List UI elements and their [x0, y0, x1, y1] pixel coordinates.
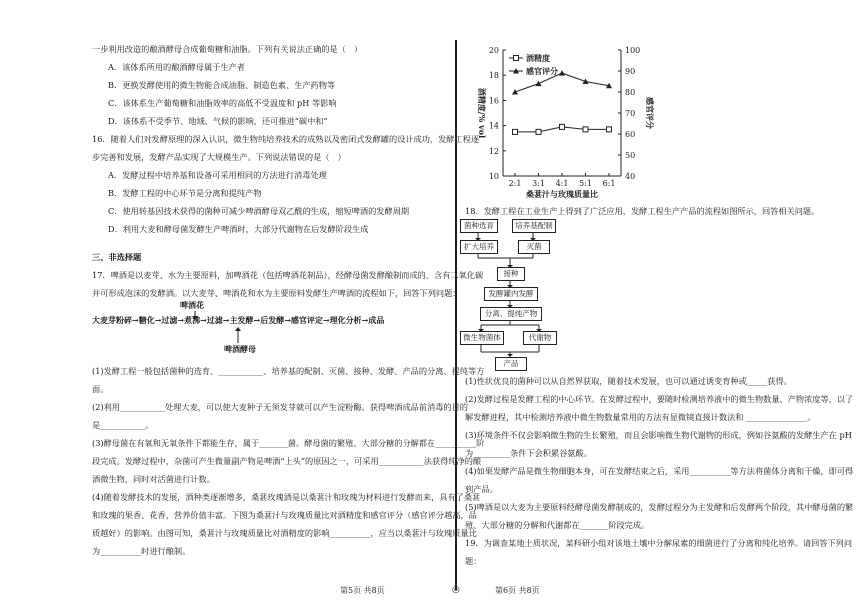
x-tick-label: 5:1 [579, 179, 592, 188]
center-mark: ◎ [452, 585, 460, 595]
right-tick-label: 90 [625, 67, 636, 76]
q16-option-b: B．发酵工程的中心环节是分离和提纯产物 [108, 188, 262, 198]
q17-body-7: 酒微生物，同时对活菌进行计数。 [92, 474, 215, 484]
q18-body-4: (3)环境条件不仅会影响微生物的生长繁殖，而且会影响微生物代谢物的形成，例如谷氨酸的发酵生产在 pH [465, 430, 852, 440]
flow-box-separation: 分离、提纯产物 [480, 307, 542, 321]
q19-line2: 题： [465, 556, 482, 566]
q18-body-3: 解发酵进程，其中检测培养液中微生物数量常用的方法有显微镜直接计数法和 _______________。 [465, 412, 816, 422]
q16-option-c: C．使用转基因技术获得的菌种可减少啤酒酵母双乙酰的生成，缩短啤酒的发酵周期 [108, 206, 410, 216]
q17-body-6: 段完成。发酵过程中，杂菌可产生微量副产物是啤酒“上头”的原因之一，可采用___________法获得纯净的酿 [92, 456, 482, 466]
q17-line2: 并可形成泡沫的发酵酒。以大麦芽、啤酒花和水为主要原料发酵生产啤酒的流程如下，回答下列问题： [92, 288, 461, 298]
q16-line2: 步完善和发展，发酵产品实现了大规模生产。下列说法错误的是（ ） [92, 152, 346, 162]
q18-body-8: (5)啤酒是以大麦为主要原料经酵母菌发酵制成的，发酵过程分为主发酵和后发酵两个阶段，其中酵母菌的繁 [465, 502, 854, 512]
q15-option-b: B．更换发酵使用的微生物能合成油脂、制造色素、生产药物等 [108, 80, 336, 90]
left-tick-label: 16 [488, 96, 499, 106]
q18-intro: 18．发酵工程在工业生产上得到了广泛应用，发酵工程生产产品的流程如图所示，回答相关问题。 [465, 206, 820, 216]
x-tick-label: 3:1 [532, 179, 545, 188]
flow-box-medium-prep: 培养基配制 [512, 219, 556, 233]
right-tick-label: 70 [625, 109, 636, 118]
right-axis-label: 感官评分 [645, 97, 655, 129]
flow-box-sterilize: 灭菌 [518, 240, 550, 254]
x-tick-label: 2:1 [508, 179, 522, 188]
q18-body-1: (1)性状优良的菌种可以从自然界获取，随着技术发展，也可以通过诱变育种或_____获得。 [465, 376, 792, 386]
q17-body-1: (1)发酵工程一般包括菌种的选育、___________、培养基的配制、灭菌、接种、发酵、产品的分离、提纯等方 [92, 366, 485, 376]
q16-option-a: A．发酵过程中培养基和设备可采用相同的方法进行消毒处理 [108, 170, 327, 180]
flow-box-expand-culture: 扩大培养 [460, 240, 498, 254]
left-tick-label: 14 [488, 121, 499, 131]
q19-line1: 19．为调查某地土质状况，某科研小组对该地土壤中分解尿素的细菌进行了分离和纯化培养。请回答下列问 [465, 538, 853, 548]
q15-intro: 一步利用改造的酿酒酵母合成葡萄糖和油脂。下列有关说法正确的是（ ） [92, 44, 363, 54]
legend-label-1: 酒精度 [526, 53, 550, 63]
x-tick-label: 4:1 [555, 179, 569, 188]
q17-body-9: 和玫瑰的果香、花香，营养价值丰富。下图为桑葚汁与玫瑰质量比对酒精度和感官评分（感官评分越高，品 [92, 510, 477, 520]
right-tick-label: 100 [625, 46, 641, 55]
legend-label-2: 感官评分 [526, 66, 558, 76]
q17-body-2: 面。 [92, 384, 109, 394]
x-axis-label: 桑葚汁与玫瑰质量比 [526, 189, 598, 198]
flow-box-fermentation: 发酵罐内发酵 [484, 287, 538, 301]
right-page [455, 0, 860, 608]
flow-box-microbial-cells: 微生物菌体 [460, 331, 504, 345]
flow-box-metabolites: 代谢物 [523, 331, 557, 345]
flow-box-strain-selection: 菌种选育 [460, 219, 498, 233]
flow-hops-label: 啤酒花 [180, 300, 204, 310]
left-tick-label: 20 [488, 46, 499, 55]
left-tick-label: 10 [488, 172, 499, 181]
left-tick-label: 18 [488, 71, 499, 81]
q18-body-6: (4)如果发酵产品是微生物细胞本身，可在发酵结束之后，采用__________等方法将菌体分离和干燥，即可得 [465, 466, 854, 476]
q18-body-5: 为_________条件下会积累谷氨酸。 [465, 448, 592, 458]
q18-body-7: 到产品。 [465, 484, 498, 494]
q17-body-11: 为__________时进行酿制。 [92, 546, 191, 556]
q16-option-d: D．利用大麦和酵母菌发酵生产啤酒时，大部分代谢物在后发酵阶段生成 [108, 224, 369, 234]
section-heading: 三、非选择题 [92, 252, 142, 262]
left-axis-label: 酒精度/% vol [477, 87, 487, 139]
q18-body-9: 殖、大部分糖的分解和代谢都在_______阶段完成。 [465, 520, 650, 530]
footer-page-6: 第6页 共8页 [495, 586, 540, 595]
right-tick-label: 80 [625, 88, 636, 97]
x-tick-label: 6:1 [602, 179, 616, 188]
right-tick-label: 50 [625, 151, 636, 160]
q15-option-d: D．该体系不受季节、地域、气候的影响，还可推进“碳中和” [108, 116, 328, 126]
q17-body-10: 质越好）的影响。由图可知，桑葚汁与玫瑰质量比对酒精度的影响__________，应当以桑葚汁与玫瑰质量比 [92, 528, 477, 538]
q15-option-a: A．该体系所用的酿酒酵母属于生产者 [108, 62, 245, 72]
footer-page-5: 第5页 共8页 [340, 586, 385, 595]
q17-body-3: (2)利用___________处理大麦，可以使大麦种子无须发芽就可以产生淀粉酶。获得啤酒成品前消毒的目的 [92, 402, 468, 412]
beer-process-flow: 大麦芽粉碎→糖化→过滤→煮沸→过滤→主发酵→后发酵→感官评定→理化分析→成品 [92, 315, 385, 325]
flow-box-product: 产品 [495, 357, 527, 371]
q17-body-8: (4)随着发酵技术的发展，酒种类逐渐增多，桑葚玫瑰酒是以桑葚汁和玫瑰为材料进行发酵而来，具有了桑葚 [92, 492, 481, 502]
flow-box-inoculate: 接种 [497, 267, 525, 281]
left-tick-label: 12 [488, 146, 499, 156]
q16-line1: 16．随着人们对发酵原理的深入认识，微生物纯培养技术的成熟以及密闭式发酵罐的设计成功，发酵工程逐 [92, 134, 480, 144]
q17-body-5: (3)酵母菌在有氧和无氧条件下都能生存，属于_______菌。酵母菌的繁殖、大部分糖的分解都在__________阶 [92, 438, 485, 448]
right-tick-label: 60 [625, 130, 636, 139]
q18-body-2: (2)发酵过程是发酵工程的中心环节。在发酵过程中，要随时检测培养液中的微生物数量、产物浓度等，以了 [465, 394, 854, 404]
flow-yeast-label: 啤酒酵母 [224, 344, 256, 354]
process-flowchart-arrows [455, 0, 860, 608]
q17-line1: 17．啤酒是以麦芽、水为主要原料，加啤酒花（包括啤酒花制品），经酵母菌发酵酿制而成的、含有二氧化碳 [92, 270, 484, 280]
q15-option-c: C．该体系生产葡萄糖和油脂效率的高低不受温度和 pH 等影响 [108, 98, 337, 108]
q17-body-4: 是___________。 [92, 420, 154, 430]
right-tick-label: 40 [625, 172, 636, 181]
